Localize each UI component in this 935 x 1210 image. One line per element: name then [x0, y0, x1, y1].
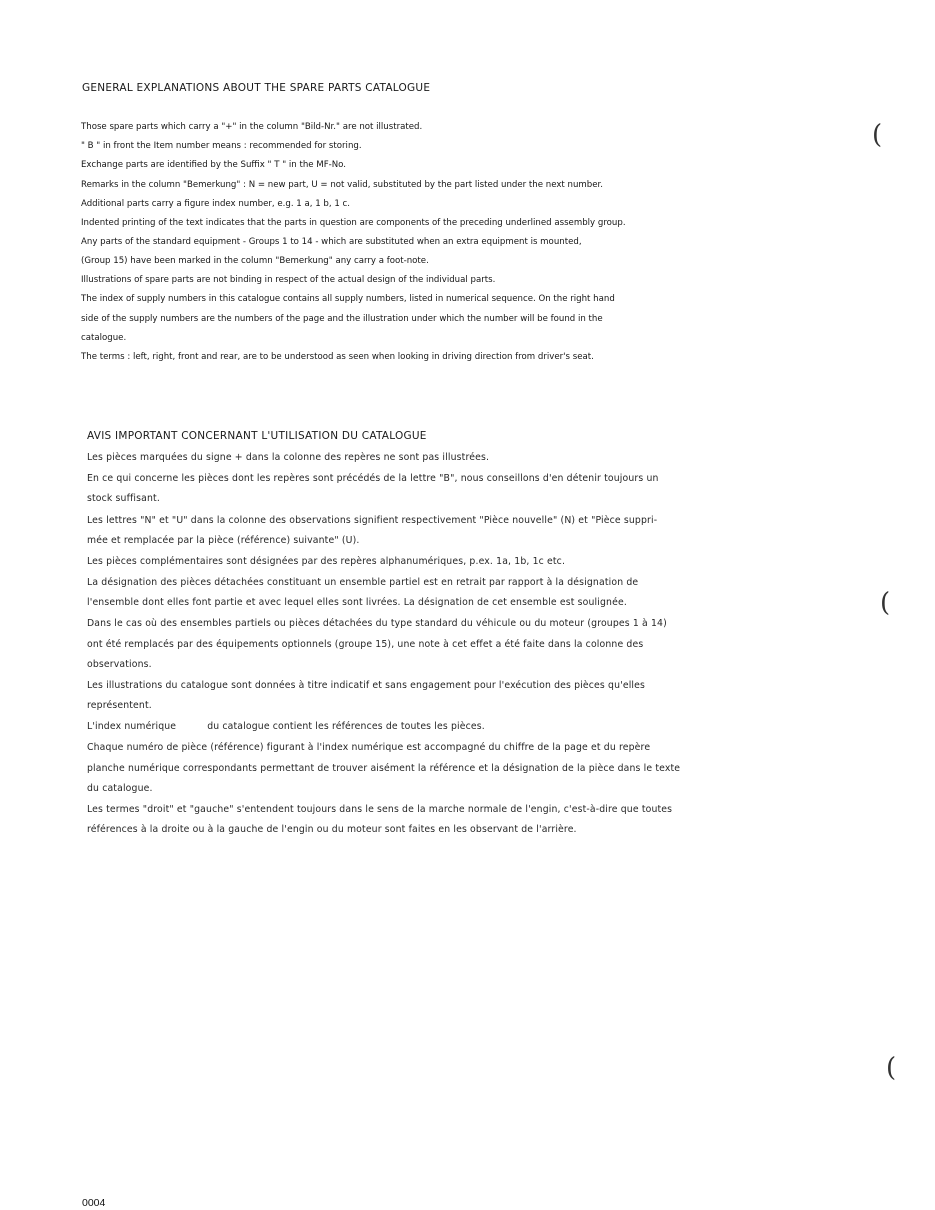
- french-section-title: AVIS IMPORTANT CONCERNANT L'UTILISATION DU CATALOGUE: [87, 430, 427, 442]
- french-line: Les termes "droit" et "gauche" s'entendent toujours dans le sens de la marche normale de l'engin, c'est-à-dire que toutes: [87, 804, 673, 815]
- french-line: du catalogue.: [87, 783, 153, 794]
- french-line: Les pièces complémentaires sont désignées par des repères alphanumériques, p.ex. 1a, 1b, 1c etc.: [87, 556, 566, 567]
- english-line: Any parts of the standard equipment - Groups 1 to 14 - which are substituted when an extra equipment is mounted,: [81, 237, 582, 247]
- french-line: observations.: [87, 659, 152, 670]
- french-line: mée et remplacée par la pièce (référence) suivante" (U).: [87, 535, 360, 546]
- french-line: planche numérique correspondants permettant de trouver aisément la référence et la désignation de la pièce dans le texte: [87, 763, 681, 774]
- english-line: " B " in front the Item number means : recommended for storing.: [81, 141, 362, 151]
- french-line: représentent.: [87, 700, 152, 711]
- english-line: (Group 15) have been marked in the column "Bemerkung" any carry a foot-note.: [81, 256, 429, 266]
- french-line: stock suffisant.: [87, 493, 160, 504]
- english-line: The terms : left, right, front and rear, are to be understood as seen when looking in driving direction from driver's seat.: [81, 352, 594, 362]
- page-number: 0004: [82, 1197, 106, 1209]
- french-line: La désignation des pièces détachées constituant un ensemble partiel est en retrait par rapport à la désignation de: [87, 577, 639, 588]
- french-line: ont été remplacés par des équipements optionnels (groupe 15), une note à cet effet a été faite dans la colonne des: [87, 639, 644, 650]
- french-line: Les pièces marquées du signe + dans la colonne des repères ne sont pas illustrées.: [87, 452, 490, 463]
- english-line: The index of supply numbers in this catalogue contains all supply numbers, listed in numerical sequence. On the right hand: [81, 294, 615, 304]
- french-line: Dans le cas où des ensembles partiels ou pièces détachées du type standard du véhicule ou du moteur (groupes 1 à 14): [87, 618, 667, 629]
- french-line: Chaque numéro de pièce (référence) figurant à l'index numérique est accompagné du chiffre de la page et du repère: [87, 742, 651, 753]
- french-line: l'ensemble dont elles font partie et avec lequel elles sont livrées. La désignation de cet ensemble est soulignée.: [87, 597, 627, 608]
- french-line: Les lettres "N" et "U" dans la colonne des observations signifient respectivement "Pièce nouvelle" (N) et "Pièce suppri-: [87, 515, 658, 526]
- english-line: Additional parts carry a figure index number, e.g. 1 a, 1 b, 1 c.: [81, 199, 350, 209]
- binder-hole-mark: (: [886, 1053, 897, 1083]
- english-line: Remarks in the column "Bemerkung" : N = new part, U = not valid, substituted by the part listed under the next number.: [81, 180, 603, 190]
- english-line: Those spare parts which carry a "+" in the column "Bild-Nr." are not illustrated.: [81, 122, 423, 132]
- french-line: En ce qui concerne les pièces dont les repères sont précédés de la lettre "B", nous conseillons d'en détenir toujours un: [87, 473, 659, 484]
- english-line: side of the supply numbers are the numbers of the page and the illustration under which the number will be found in the: [81, 314, 603, 324]
- binder-hole-mark: (: [880, 588, 891, 618]
- french-line: L'index numérique du catalogue contient les références de toutes les pièces.: [87, 721, 485, 732]
- binder-hole-mark: (: [872, 120, 883, 150]
- english-line: Indented printing of the text indicates that the parts in question are components of the preceding underlined assembly group.: [81, 218, 626, 228]
- english-line: Exchange parts are identified by the Suffix " T " in the MF-No.: [81, 160, 347, 170]
- english-line: catalogue.: [81, 333, 127, 343]
- english-section-title: GENERAL EXPLANATIONS ABOUT THE SPARE PARTS CATALOGUE: [82, 82, 431, 94]
- english-line: Illustrations of spare parts are not binding in respect of the actual design of the individual parts.: [81, 275, 496, 285]
- french-line: Les illustrations du catalogue sont données à titre indicatif et sans engagement pour l'exécution des pièces qu'elles: [87, 680, 646, 691]
- french-line: références à la droite ou à la gauche de l'engin ou du moteur sont faites en les observant de l'arrière.: [87, 824, 577, 835]
